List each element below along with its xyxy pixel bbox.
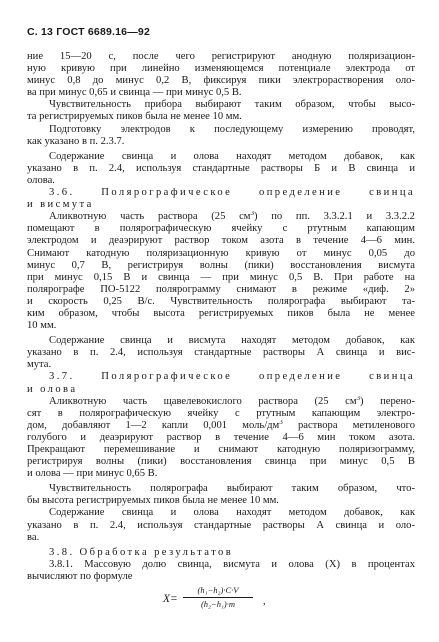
text-line: ким образом, чтобы высота регистрируемых пиков была не менее	[27, 307, 415, 319]
formula-fraction	[183, 585, 253, 610]
text-line: голубого и деаэрируют раствор в течение 4—6 мин током азота.	[27, 431, 415, 443]
text-line: Аликвотную часть щавелевокислого раствора (25 $см^3$) перено-	[49, 395, 415, 407]
text-line: Подготовку электродов к последующему измерению проводят,	[49, 123, 415, 135]
text-line: Содержание свинца и олова находят методом добавок, как	[49, 507, 415, 519]
paragraph-polarograph-sensitivity	[27, 483, 415, 507]
text-line: Чувствительность полярографа выбирают таким образом, что-	[49, 483, 415, 495]
text-line: Аликвотную часть раствора (25 $см^3$) по пп. 3.3.2.1 и 3.3.2.2	[49, 211, 415, 223]
text-line: бы высота регистрируемых пиков была не менее 10 мм.	[27, 495, 279, 507]
text-line: как указано в п. 2.3.7.	[27, 135, 125, 147]
text-line: дом, добавляют 1—2 капли 0,001 моль/$дм^3$ раствора метиленового	[27, 419, 415, 431]
text-line: Содержание свинца и висмута находят методом добавок, как	[49, 335, 415, 347]
text-line: ную кривую при линейно изменяющемся потенциале электрода от	[27, 63, 415, 75]
page-number: С. 13	[27, 26, 54, 38]
text-line: Чувствительность прибора выбирают таким образом, чтобы высо-	[49, 99, 415, 111]
text-line: указано в п. 2.4, используя стандартные растворы Б и В свинца и	[27, 162, 415, 174]
text-line: Содержание свинца и олова находят методом добавок, как	[49, 150, 415, 162]
heading-line: 3.7. Полярографическое определение свинца	[49, 371, 415, 383]
text-line: ва при минус 0,65 и свинца — при минус 0,5 В.	[27, 87, 242, 99]
text-line: 10 мм.	[27, 320, 57, 332]
text-line: минус 0,8 до минус 0,2 В, фиксируя пики электрорастворения оло-	[27, 75, 415, 87]
text-line: регистрируя волны (пики) восстановления свинца при минус 0,5 В	[27, 456, 415, 468]
text-line: вычисляют по формуле	[27, 570, 133, 582]
document-body	[27, 51, 415, 615]
heading-line: 3.6. Полярографическое определение свинца	[49, 187, 415, 199]
formula-denominator: (h₂−h₁)·m	[200, 599, 236, 610]
text-line: олова.	[27, 174, 55, 186]
formula-lhs: X=	[163, 593, 178, 606]
text-line: Прекращают перемешивание и снимают катодную поляризограмму,	[27, 444, 415, 455]
paragraph-3-6-procedure	[27, 211, 415, 332]
paragraph-sensitivity	[27, 99, 415, 123]
heading-line: и висмута	[27, 199, 94, 211]
text-line: ние 15—20 с, после чего регистрируют анодную поляризацион-	[27, 51, 415, 62]
text-line: сят в полярографическую ячейку с ртутным капающим электро-	[27, 407, 415, 419]
paragraph-3-8-1	[27, 559, 415, 583]
formula-numerator: (h₁−h₂)·C·V	[197, 585, 239, 596]
paragraph-continuation	[27, 51, 415, 99]
fraction-bar	[183, 597, 253, 598]
text-line: указано в п. 2.4, используя стандартные растворы А свинца и вис-	[27, 347, 415, 359]
paragraph-lead-tin-content-2	[27, 507, 415, 543]
text-line: полярографе ПО-5122 полярограмму снимают в режиме «диф. 2»	[27, 283, 415, 295]
text-line: и скорость 0,25 В/с. Чувствительность полярографа выбирают та-	[27, 295, 415, 307]
formula-comma: ,	[263, 595, 266, 608]
text-line: помещают в полярографическую ячейку с ртутным капающим	[27, 223, 415, 235]
text-line: указано в п. 2.4, используя стандартные растворы А свинца и оло-	[27, 519, 415, 531]
text-line: при минус 0,15 В и свинца — при минус 0,5 В. При работе на	[27, 271, 415, 283]
paragraph-3-7-procedure	[27, 396, 415, 481]
page-header	[27, 26, 415, 38]
text-line: 3.8.1. Массовую долю свинца, висмута и олова (X) в процентах	[49, 558, 415, 570]
paragraph-lead-bismuth-content	[27, 335, 415, 371]
paragraph-lead-tin-content	[27, 151, 415, 187]
paragraph-electrode-prep	[27, 124, 415, 148]
heading-line: и олова	[27, 383, 78, 395]
section-heading-3-6	[27, 187, 415, 211]
text-line: Снимают катодную поляризационную кривую от минус 0,05 до	[27, 247, 415, 259]
standard-designation: ГОСТ 6689.16—92	[56, 26, 151, 38]
text-line: ва.	[27, 531, 40, 543]
section-heading-3-8	[27, 547, 415, 559]
mass-fraction-formula	[27, 585, 415, 615]
text-line: мута.	[27, 359, 52, 371]
text-line: и олова — при минус 0,65 В.	[27, 468, 158, 480]
text-line: минус 0,7 В, регистрируя волны (пики) восстановления висмута	[27, 259, 415, 271]
text-line: электродом и деаэрируют раствор током азота в течение 4—6 мин.	[27, 235, 415, 247]
heading-line: 3.8. Обработка результатов	[49, 546, 234, 558]
section-heading-3-7	[27, 371, 415, 395]
text-line: та регистрируемых пиков была не менее 10 мм.	[27, 111, 242, 123]
